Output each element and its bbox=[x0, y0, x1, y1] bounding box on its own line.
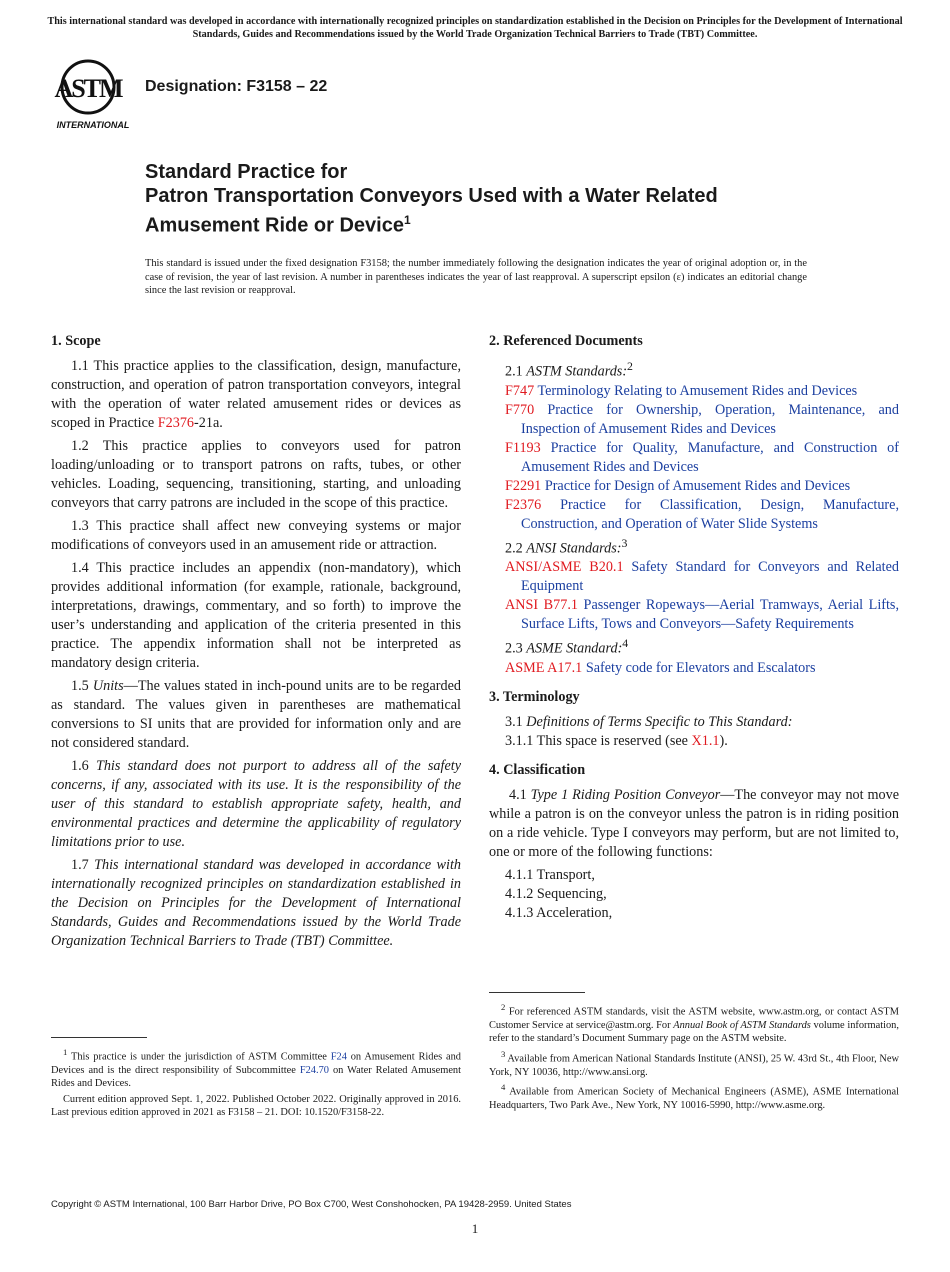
scope-1-2: 1.2 This practice applies to conveyors used for patron loading/unloading or to transport patrons on rafts, tubes, or other vehicles. Loading, sequencing, transitioning, starting, and unloading conveyors that carry patrons are included in the scope of this practice. bbox=[51, 438, 461, 511]
link-f24-70[interactable]: F24.70 bbox=[299, 1064, 329, 1076]
reference-title-link[interactable]: Practice for Classification, Design, Manufacture, Construction, and Operation of Water Slide Systems bbox=[521, 496, 899, 532]
footnotes-right bbox=[489, 1001, 899, 1115]
document-title bbox=[145, 160, 865, 238]
classification-item: 4.1.2 Sequencing, bbox=[505, 886, 607, 903]
page-number: 1 bbox=[471, 1221, 479, 1236]
reference-title-link[interactable]: Practice for Design of Amusement Rides and Devices bbox=[541, 477, 851, 494]
footnote-rule-right bbox=[489, 992, 585, 993]
reference-title-link[interactable]: Safety Standard for Conveyors and Related Equipment bbox=[521, 559, 899, 595]
reference-item bbox=[489, 659, 899, 678]
reference-code-link[interactable]: F1193 bbox=[505, 439, 541, 456]
footnote-2: $^2$ For referenced ASTM standards, visit the ASTM website, www.astm.org, or contact ASTM Customer Service at service@astm.org. For Annual Book of ASTM Standards volume information, refer to the standard’s Document Summary page on the ASTM website. bbox=[489, 1002, 899, 1045]
copyright-line: Copyright © ASTM International, 100 Barr Harbor Drive, PO Box C700, West Conshohocken, PA 19428-2959. United States bbox=[51, 1199, 572, 1210]
reference-item bbox=[489, 401, 899, 439]
ansi-standards-list bbox=[489, 558, 899, 634]
reference-item bbox=[489, 596, 899, 634]
link-f24[interactable]: F24 bbox=[330, 1051, 347, 1063]
tbt-banner: This international standard was developed in accordance with internationally recognized principles on standardization established in the Decision on Principles for the Development of International Standards, Guides and Recommendations issued by the World Trade Organization Technical Barriers to Trade (TBT) Committee. bbox=[47, 16, 903, 40]
scope-1-5: 1.5 Units—The values stated in inch-pound units are to be regarded as standard. The values given in parentheses are mathematical conversions to SI units that are provided for information only and are not considered standard. bbox=[51, 678, 462, 751]
reference-title-link[interactable]: Passenger Ropeways—Aerial Tramways, Aerial Lifts, Surface Lifts, Tows and Conveyors—Safety Requirements bbox=[521, 597, 900, 633]
title-line-3: Amusement Ride or Device bbox=[145, 214, 404, 237]
logo-text: ASTM bbox=[54, 74, 122, 103]
astm-standards-list bbox=[489, 382, 899, 534]
terminology-heading: 3. Terminology bbox=[489, 689, 580, 706]
classification-item: 4.1.3 Acceleration, bbox=[505, 905, 613, 922]
referenced-heading: 2. Referenced Documents bbox=[489, 333, 643, 349]
reference-code-link[interactable]: F2376 bbox=[505, 496, 542, 513]
reference-title-link[interactable]: Safety code for Elevators and Escalators bbox=[582, 660, 816, 677]
footnotes-left bbox=[51, 1046, 461, 1122]
reference-title-link[interactable]: Practice for Ownership, Operation, Maintenance, and Inspection of Amusement Rides and Devices bbox=[521, 401, 899, 437]
reference-item bbox=[489, 439, 899, 477]
astm-logo bbox=[52, 57, 134, 131]
scope-1-7: 1.7 This international standard was developed in accordance with internationally recognized principles on standardization established in the Decision on Principles for the Development of International Standards, Guides and Recommendations issued by the World Trade Organization Technical Barriers to Trade (TBT) Committee. bbox=[51, 857, 461, 949]
asme-standard-label: 2.3 ASME Standard:$^4$ bbox=[505, 636, 629, 658]
reference-code-link[interactable]: ASME A17.1 bbox=[505, 660, 583, 677]
classification-item: 4.1.1 Transport, bbox=[505, 867, 595, 884]
terminology-3-1: 3.1 Definitions of Terms Specific to This Standard: bbox=[505, 714, 793, 731]
reference-item bbox=[489, 477, 899, 496]
classification-4-1: 4.1 Type 1 Riding Position Conveyor—The conveyor may not move while a patron is on the conveyor unless the patron is in riding position on a ride vehicle. Type I conveyors may perform, but are not limited to, one or more of the following functions: bbox=[489, 787, 900, 861]
footnote-3: $^3$ Available from American National Standards Institute (ANSI), 25 W. 43rd St., 4th Floor, New York, NY 10036, http://www.ansi.org. bbox=[489, 1048, 899, 1078]
footnote-rule-left bbox=[51, 1037, 147, 1038]
title-line-2: Patron Transportation Conveyors Used with a Water Related bbox=[145, 185, 718, 207]
logo-subtext: INTERNATIONAL bbox=[56, 120, 130, 130]
designation: Designation: F3158 – 22 bbox=[145, 78, 328, 95]
link-f2376-scope[interactable]: F2376 bbox=[157, 415, 195, 431]
right-column bbox=[489, 332, 899, 923]
title-line-1: Standard Practice for bbox=[145, 161, 348, 183]
link-x1-1[interactable]: X1.1 bbox=[691, 733, 720, 750]
scope-1-1: 1.1 This practice applies to the classification, design, manufacture, construction, and operation of patron transportation conveyors, integral with the operation of water related amusement rides or devices as scoped in Practice F2376-21a. bbox=[51, 358, 461, 431]
reference-item bbox=[489, 496, 899, 534]
scope-1-4: 1.4 This practice includes an appendix (non-mandatory), which provides additional information (for example, rationale, background, interpretations, drawings, commentary, and so forth) to improve the user’s understanding and application of the criteria presented in this practice. The appendix information shall not be interpreted as mandatory design criteria. bbox=[51, 560, 461, 671]
reference-code-link[interactable]: ANSI/ASME B20.1 bbox=[505, 559, 624, 576]
reference-code-link[interactable]: F770 bbox=[505, 401, 535, 418]
terminology-3-1-1: 3.1.1 This space is reserved (see X1.1). bbox=[505, 733, 728, 750]
scope-heading: 1. Scope bbox=[51, 333, 101, 349]
left-column bbox=[51, 332, 461, 955]
classification-heading: 4. Classification bbox=[489, 762, 586, 779]
ansi-standards-label: 2.2 ANSI Standards:$^3$ bbox=[505, 535, 628, 557]
reference-item bbox=[489, 558, 899, 596]
reference-code-link[interactable]: F2291 bbox=[505, 477, 542, 494]
reference-item bbox=[489, 382, 899, 401]
footnote-edition: Current edition approved Sept. 1, 2022. Published October 2022. Originally approved in 2016. Last previous edition approved in 2021 as F3158 – 21. DOI: 10.1520/F3158-22. bbox=[51, 1093, 461, 1119]
scope-1-6: 1.6 This standard does not purport to address all of the safety concerns, if any, associated with its use. It is the responsibility of the user of this standard to establish appropriate safety, health, and environmental practices and determine the applicability of regulatory limitations prior to use. bbox=[51, 758, 461, 850]
astm-standards-label: 2.1 ASTM Standards:$^2$ bbox=[505, 359, 633, 380]
scope-1-3: 1.3 This practice shall affect new conveying systems or major modifications of conveyors used in an amusement ride or attraction. bbox=[51, 518, 461, 553]
footnote-1: $^1$ This practice is under the jurisdiction of ASTM Committee F24 on Amusement Rides and Devices and is the direct responsibility of Subcommittee F24.70 on Water Related Amusement Rides and Devices. bbox=[51, 1047, 462, 1090]
asme-standards-list bbox=[489, 659, 899, 678]
reference-code-link[interactable]: F747 bbox=[505, 382, 535, 399]
title-footnote-mark: 1 bbox=[403, 213, 411, 227]
reference-title-link[interactable]: Terminology Relating to Amusement Rides and Devices bbox=[534, 382, 858, 399]
footnote-4: $^4$ Available from American Society of Mechanical Engineers (ASME), ASME International Headquarters, Two Park Ave., New York, NY 10016-5990, http://www.asme.org. bbox=[489, 1082, 899, 1112]
reference-title-link[interactable]: Practice for Quality, Manufacture, and Construction of Amusement Rides and Devices bbox=[521, 439, 899, 475]
issued-note: This standard is issued under the fixed designation F3158; the number immediately following the designation indicates the year of original adoption or, in the case of revision, the year of last revision. A number in parentheses indicates the year of last reapproval. A superscript epsilon (ε) indicates an editorial change since the last revision or reapproval. bbox=[145, 258, 807, 296]
reference-code-link[interactable]: ANSI B77.1 bbox=[505, 597, 578, 614]
